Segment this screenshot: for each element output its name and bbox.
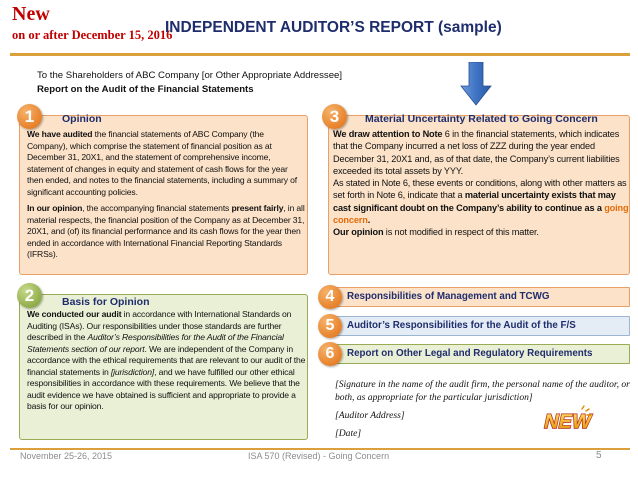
arrow-down-icon bbox=[460, 62, 492, 106]
report-heading: Report on the Audit of the Financial Statements bbox=[37, 84, 254, 95]
basis-lead: We conducted our audit bbox=[27, 309, 122, 319]
basis-t1: in accordance with International Standards on Auditing (ISAs). Our responsibilities under those standards are further described in the bbox=[27, 309, 292, 342]
basis-text bbox=[27, 309, 306, 413]
signature-line: [Signature in the name of the audit firm, the personal name of the auditor, or both, as appropriate for the particular jurisdiction] bbox=[335, 379, 630, 403]
report-date: [Date] bbox=[335, 428, 362, 439]
going-concern-highlight: going concern bbox=[333, 202, 629, 226]
page-title: INDEPENDENT AUDITOR’S REPORT (sample) bbox=[165, 19, 502, 36]
section-number-badge: 1 bbox=[17, 104, 42, 129]
basis-t2: . We are independent of the Company in accordance with the ethical requirements that are relevant to our audit of the financial statements in bbox=[27, 343, 306, 377]
opinion-title: Opinion bbox=[62, 113, 102, 125]
material-bold-end: . bbox=[367, 215, 371, 226]
material-lead: We draw attention to Note bbox=[333, 129, 443, 139]
footer-date: November 25-26, 2015 bbox=[20, 451, 113, 461]
opinion-p2-mid: , the accompanying financial statements bbox=[82, 203, 232, 213]
material-t1: 6 in the financial statements, which indicates that the Company incurred a net loss of ZZZ during the year ended December 31, 20X1 and, as of that date, the Company’s current liabilities exceeded its total assets by YYY. bbox=[333, 129, 620, 176]
material-t2: As stated in Note 6, these events or conditions, along with other matters as set forth in Note 6, indicate that a bbox=[333, 178, 627, 201]
material-p3-rest: is not modified in respect of this matter. bbox=[383, 227, 539, 238]
opinion-p2-lead: In our opinion bbox=[27, 203, 83, 213]
footer-title: ISA 570 (Revised) - Going Concern bbox=[248, 451, 390, 461]
header-divider bbox=[10, 53, 630, 56]
page-number: 5 bbox=[596, 450, 602, 461]
material-uncertainty-title: Material Uncertainty Related to Going Concern bbox=[365, 113, 598, 125]
opinion-lead: We have audited bbox=[27, 129, 93, 139]
section-number-badge: 4 bbox=[318, 285, 342, 309]
addressee-line: To the Shareholders of ABC Company [or Other Appropriate Addressee] bbox=[37, 70, 343, 81]
section-number-badge: 3 bbox=[322, 104, 347, 129]
new-stamp-text: NEW bbox=[542, 411, 594, 433]
section-label-4: Responsibilities of Management and TCWG bbox=[347, 291, 550, 302]
basis-t3: , and we have fulfilled our other ethical responsibilities in accordance with these requirements. We believe that the audit evidence we have obtained is sufficient and appropriate to provide a basis for our opinion. bbox=[27, 366, 300, 411]
new-label: New bbox=[12, 3, 50, 25]
material-uncertainty-text bbox=[333, 128, 629, 239]
section-number-badge: 6 bbox=[318, 342, 342, 366]
section-label-5: Auditor’s Responsibilities for the Audit of the F/S bbox=[347, 320, 576, 331]
opinion-present-fairly: present fairly bbox=[231, 203, 284, 213]
footer-divider bbox=[10, 448, 630, 450]
auditor-address: [Auditor Address] bbox=[335, 410, 405, 421]
opinion-p1: the financial statements of ABC Company (the Company), which comprise the statement of financial position as at December 31, 20X1, and the statement of comprehensive income, statement of changes in equity and statement of cash flows for the year then ended, and notes to the financial statements, including a summary of significant accounting policies. bbox=[27, 129, 297, 197]
effective-date: on or after December 15, 2016 bbox=[12, 28, 173, 42]
material-bold: material uncertainty exists that may cast significant doubt on the Company’s ability to continue as a bbox=[333, 190, 616, 213]
basis-italic2: [jurisdiction] bbox=[110, 366, 155, 377]
opinion-text bbox=[27, 129, 306, 266]
basis-italic1: Auditor’s Responsibilities for the Audit of the Financial Statements section of our report bbox=[27, 332, 284, 354]
basis-title: Basis for Opinion bbox=[62, 296, 150, 308]
section-number-badge: 5 bbox=[318, 314, 342, 338]
new-stamp-icon bbox=[538, 405, 594, 435]
section-label-6: Report on Other Legal and Regulatory Requirements bbox=[347, 348, 593, 359]
opinion-p2-rest: , in all material respects, the financial position of the Company as at December 31, 20X1, and (of) its financial performance and its cash flows for the year then ended in accordance with International Financial Reporting Standards (IFRSs). bbox=[27, 203, 305, 259]
section-number-badge: 2 bbox=[17, 283, 42, 308]
material-p3-lead: Our opinion bbox=[333, 227, 384, 238]
